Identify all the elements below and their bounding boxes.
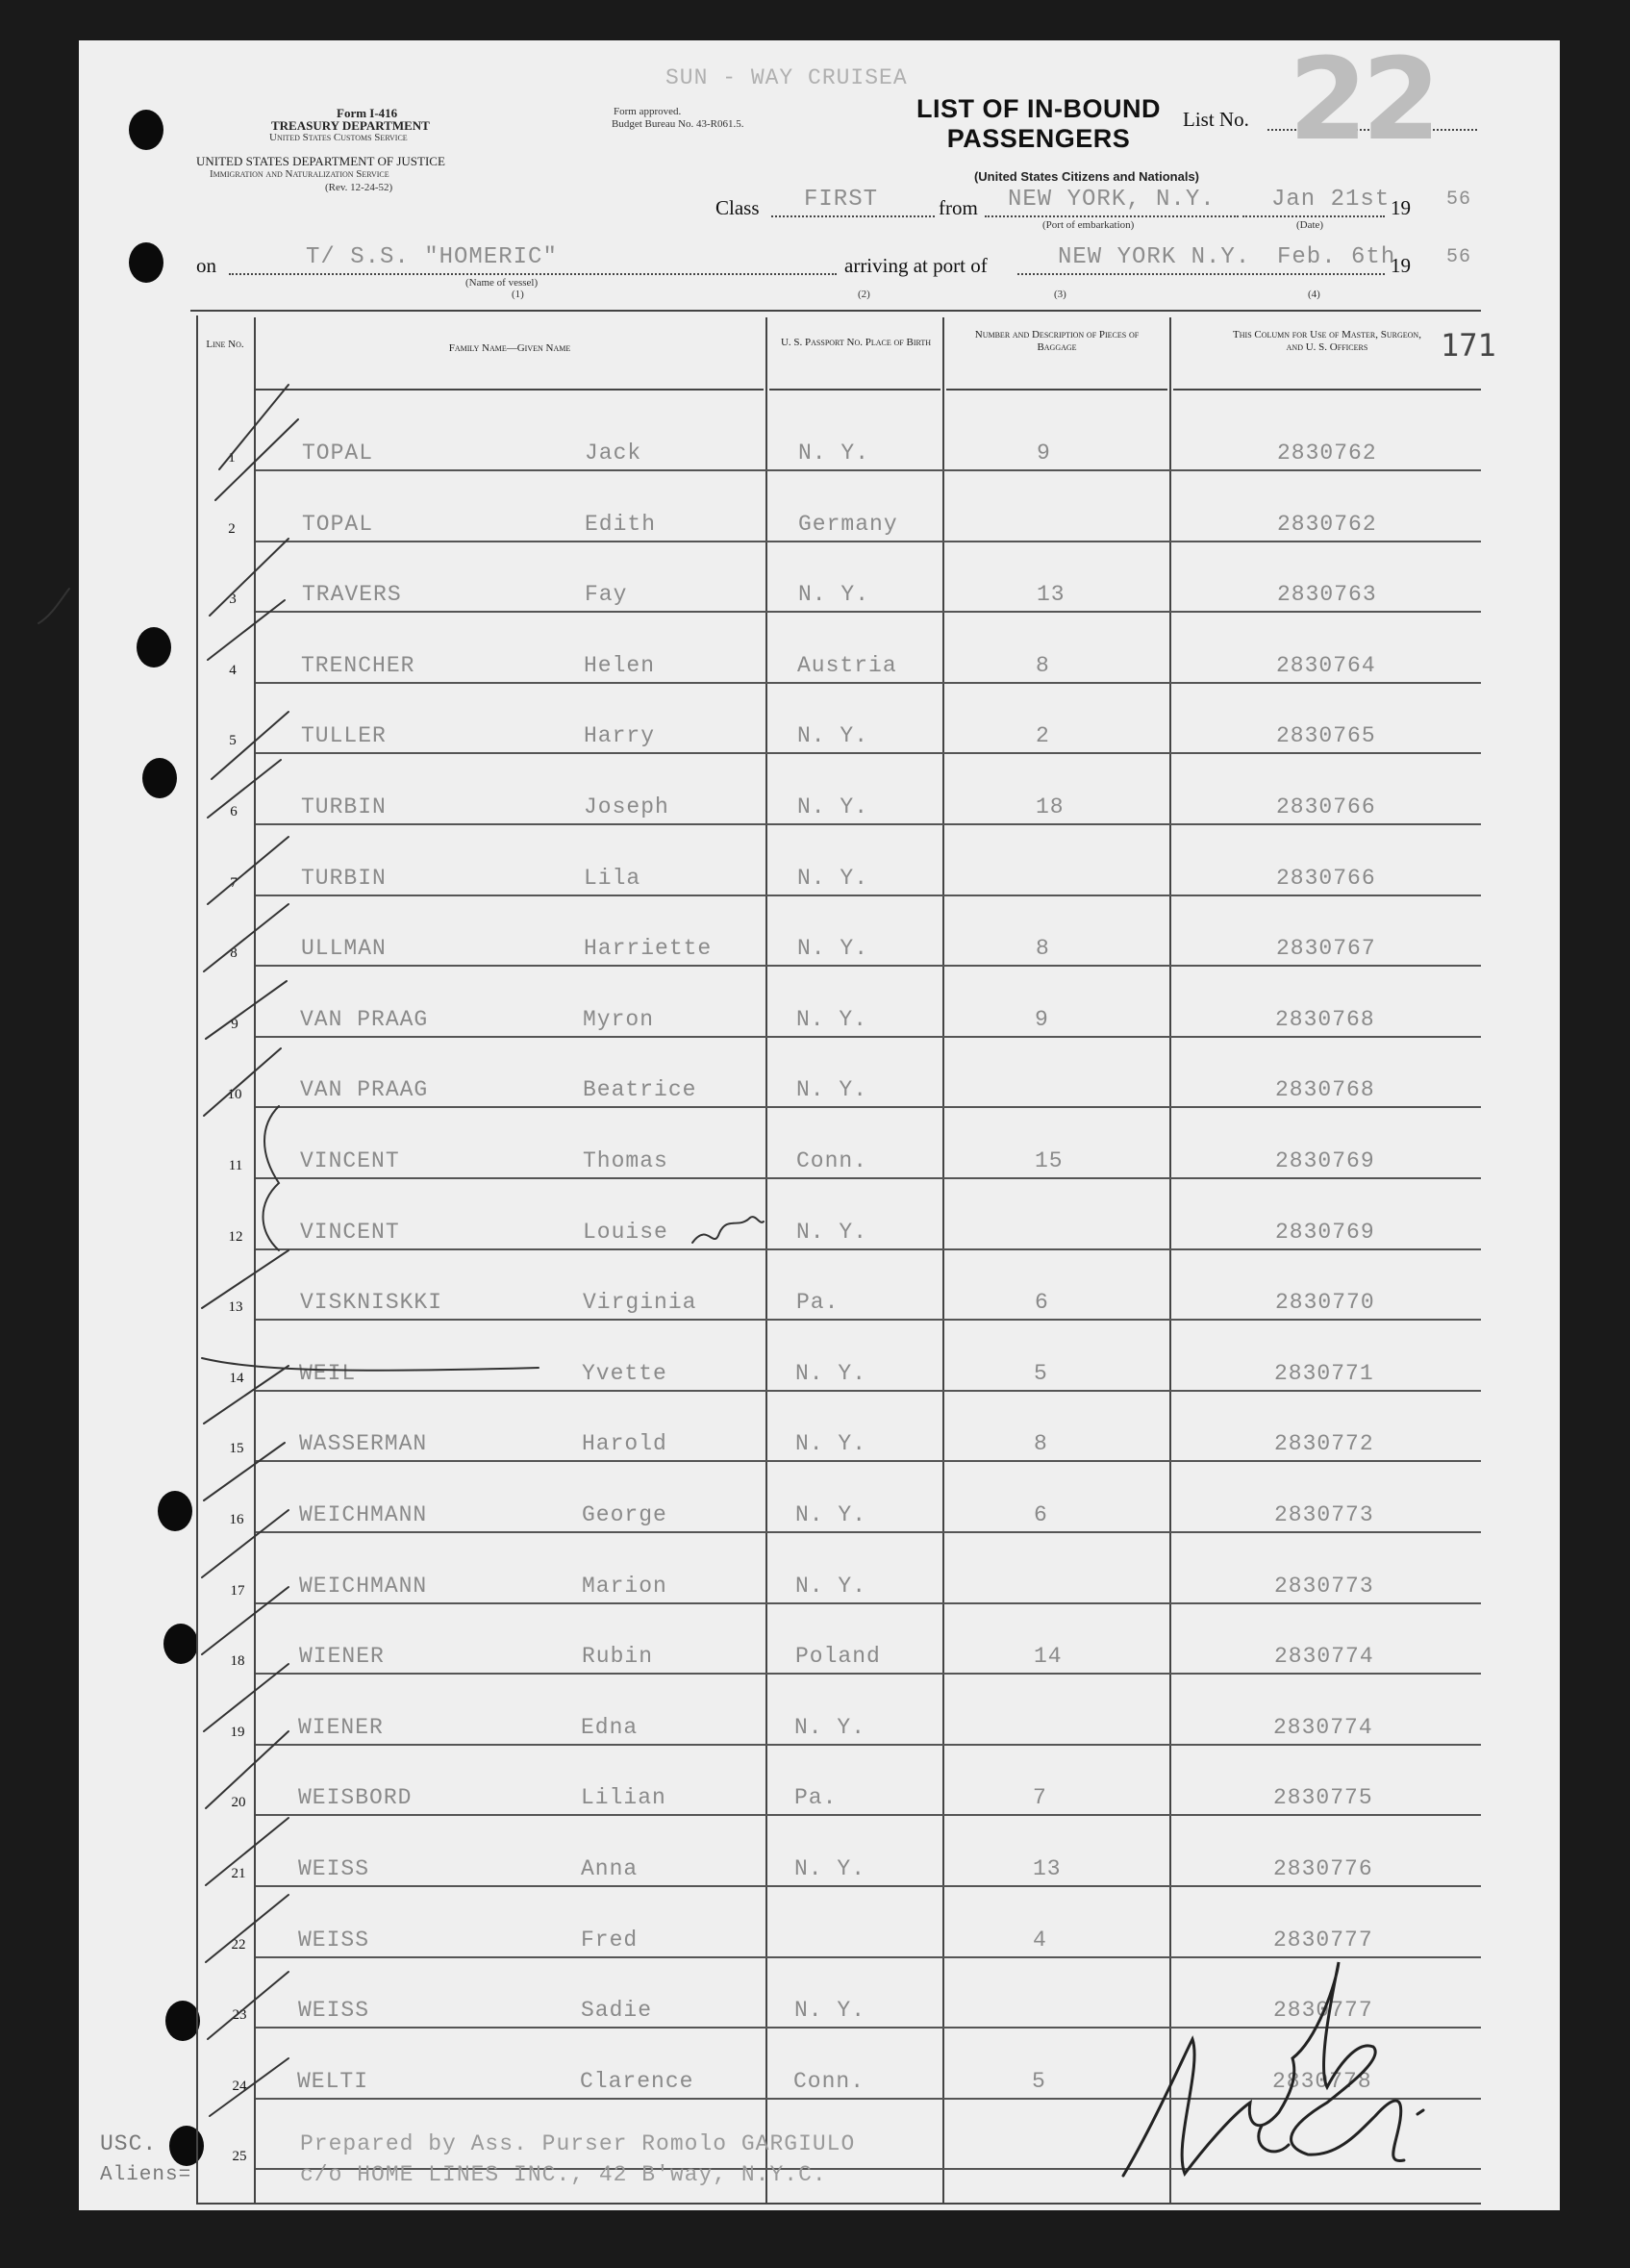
given-name: Sadie: [581, 1998, 653, 2023]
budget-bureau: Budget Bureau No. 43-R061.5.: [612, 118, 744, 130]
arrival-line: [1017, 273, 1385, 275]
line-number: 20: [231, 1795, 246, 1810]
birth-place: N. Y.: [795, 1431, 867, 1456]
given-name: Harriette: [584, 936, 713, 961]
table-top-rule: [190, 310, 1481, 312]
officer-number: 2830765: [1276, 723, 1376, 748]
birth-place: Conn.: [793, 2069, 865, 2094]
row-rule: [256, 1673, 1481, 1675]
birth-place: N. Y.: [797, 936, 869, 961]
given-name: Fred: [581, 1928, 639, 1953]
form-id: Form I-416: [337, 106, 398, 120]
line-number: 2: [228, 521, 236, 537]
birth-place: N. Y.: [795, 1361, 867, 1386]
given-name: Lila: [584, 866, 641, 891]
officer-number: 2830777: [1273, 1928, 1373, 1953]
family-name: WIENER: [299, 1644, 385, 1669]
line-number: 5: [229, 733, 237, 748]
family-name: TURBIN: [301, 866, 387, 891]
line-number: 12: [228, 1229, 243, 1245]
given-name: George: [582, 1502, 667, 1527]
row-rule: [256, 541, 1481, 542]
line-number: 13: [228, 1299, 243, 1315]
given-name: Clarence: [580, 2069, 694, 2094]
line-number: 24: [232, 2079, 247, 2094]
birth-place: N. Y.: [794, 1715, 866, 1740]
col-header-name: Family Name—Given Name: [448, 342, 571, 354]
line-number: 1: [228, 450, 236, 466]
officer-number: 2830764: [1276, 653, 1376, 678]
family-name: VINCENT: [300, 1148, 400, 1173]
family-name: WEISS: [298, 1928, 370, 1953]
family-name: WASSERMAN: [299, 1431, 428, 1456]
line-number: 18: [230, 1653, 245, 1669]
given-name: Joseph: [584, 794, 669, 819]
dept-treasury: TREASURY DEPARTMENT: [271, 118, 430, 133]
birth-place: N. Y.: [798, 441, 870, 466]
birth-place: N. Y.: [797, 866, 869, 891]
prepared-by: Prepared by Ass. Purser Romolo GARGIULO: [300, 2131, 856, 2156]
birth-place: N. Y.: [794, 1856, 866, 1881]
page-title: LIST OF IN-BOUND PASSENGERS: [916, 94, 1161, 153]
header-rule: [256, 389, 764, 391]
punch-hole: [165, 2001, 200, 2041]
caption-2: (2): [858, 289, 870, 300]
family-name: WELTI: [297, 2069, 369, 2094]
form-revision: (Rev. 12-24-52): [325, 182, 393, 193]
officer-number: 2830766: [1276, 866, 1376, 891]
family-name: VAN PRAAG: [300, 1007, 429, 1032]
baggage-count: 5: [1034, 1361, 1048, 1386]
baggage-count: 9: [1035, 1007, 1049, 1032]
birth-place: N. Y.: [795, 1502, 867, 1527]
family-name: TRENCHER: [301, 653, 415, 678]
col-header-baggage: Number and Description of Pieces of Baggage: [974, 329, 1140, 353]
officer-number: 2830772: [1274, 1431, 1374, 1456]
family-name: VINCENT: [300, 1220, 400, 1245]
family-name: TOPAL: [302, 512, 374, 537]
line-number: 17: [230, 1583, 245, 1599]
caption-4: (4): [1308, 289, 1320, 300]
on-label: on: [196, 254, 216, 277]
punch-hole: [169, 2126, 204, 2166]
row-rule: [256, 1036, 1481, 1038]
line-number: 10: [227, 1087, 242, 1102]
officer-number: 2830763: [1277, 582, 1377, 607]
baggage-count: 7: [1033, 1785, 1047, 1810]
family-name: TOPAL: [302, 441, 374, 466]
line-number: 3: [229, 592, 237, 607]
row-rule: [256, 1460, 1481, 1462]
date-caption: (Date): [1296, 219, 1324, 231]
year-value-2: 56: [1446, 246, 1472, 268]
line-number: 8: [230, 945, 238, 961]
row-rule: [256, 469, 1481, 471]
line-number: 16: [229, 1512, 244, 1527]
given-name: Marion: [582, 1574, 667, 1599]
punch-hole: [158, 1491, 192, 1531]
row-rule: [256, 1814, 1481, 1816]
vessel-value: T/ S.S. "HOMERIC": [306, 244, 558, 270]
birth-place: N. Y.: [797, 723, 869, 748]
family-name: WEISBORD: [298, 1785, 413, 1810]
list-no-label: List No.: [1183, 108, 1249, 131]
line-number: 22: [231, 1937, 246, 1953]
class-label: Class: [715, 196, 760, 219]
baggage-count: 15: [1035, 1148, 1064, 1173]
family-name: WIENER: [298, 1715, 384, 1740]
caption-1: (1): [512, 289, 524, 300]
birth-place: Pa.: [794, 1785, 838, 1810]
header-rule: [769, 389, 940, 391]
header-rule: [946, 389, 1167, 391]
officer-number: 2830774: [1274, 1644, 1374, 1669]
officer-number: 2830776: [1273, 1856, 1373, 1881]
row-rule: [256, 1531, 1481, 1533]
baggage-count: 2: [1036, 723, 1050, 748]
officer-number: 2830769: [1275, 1220, 1375, 1245]
birth-place: Austria: [797, 653, 897, 678]
birth-place: Pa.: [796, 1290, 840, 1315]
row-rule: [256, 1248, 1481, 1250]
given-name: Helen: [584, 653, 656, 678]
line-number: 19: [230, 1725, 245, 1740]
family-name: WEICHMANN: [299, 1574, 428, 1599]
baggage-count: 13: [1037, 582, 1066, 607]
officer-number: 2830769: [1275, 1148, 1375, 1173]
caption-3: (3): [1054, 289, 1066, 300]
col-header-passport: U. S. Passport No. Place of Birth: [780, 337, 932, 348]
family-name: WEISS: [298, 1998, 370, 2023]
officer-number: 2830762: [1277, 512, 1377, 537]
given-name: Harry: [584, 723, 656, 748]
line-number: 25: [232, 2149, 247, 2164]
birth-place: Poland: [795, 1644, 881, 1669]
given-name: Thomas: [583, 1148, 668, 1173]
customs-service: United States Customs Service: [269, 132, 408, 143]
punch-hole: [137, 627, 171, 668]
line-number: 4: [229, 663, 237, 678]
line-number: 21: [231, 1866, 246, 1881]
birth-place: N. Y.: [797, 794, 869, 819]
baggage-count: 8: [1036, 936, 1050, 961]
family-name: TRAVERS: [302, 582, 402, 607]
family-name: WEISS: [298, 1856, 370, 1881]
family-name: VISKNISKKI: [300, 1290, 443, 1315]
row-rule: [256, 1885, 1481, 1887]
class-line: [771, 215, 935, 217]
officer-number: 2830774: [1273, 1715, 1373, 1740]
birth-place: Conn.: [796, 1148, 868, 1173]
baggage-count: 9: [1037, 441, 1051, 466]
form-approved: Form approved.: [614, 106, 682, 117]
baggage-count: 5: [1032, 2069, 1046, 2094]
given-name: Virginia: [583, 1290, 697, 1315]
arrival-date-value: Feb. 6th: [1277, 244, 1396, 270]
officer-number: 2830766: [1276, 794, 1376, 819]
officer-number: 2830773: [1274, 1502, 1374, 1527]
family-name: WEIL: [299, 1361, 357, 1386]
row-rule: [256, 1390, 1481, 1392]
given-name: Beatrice: [583, 1077, 697, 1102]
birth-place: N. Y.: [796, 1220, 868, 1245]
row-rule: [256, 2098, 1481, 2100]
company-address: c/o HOME LINES INC., 42 B'way, N.Y.C.: [300, 2162, 827, 2187]
vessel-caption: (Name of vessel): [465, 277, 539, 289]
given-name: Anna: [581, 1856, 639, 1881]
family-name: WEICHMANN: [299, 1502, 428, 1527]
col-divider-baggage: [1169, 317, 1171, 2205]
family-name: VAN PRAAG: [300, 1077, 429, 1102]
birth-place: Germany: [798, 512, 898, 537]
baggage-count: 4: [1033, 1928, 1047, 1953]
birth-place: N. Y.: [798, 582, 870, 607]
col-header-line-no: Line No.: [206, 339, 244, 350]
row-rule: [256, 823, 1481, 825]
year-value-1: 56: [1446, 189, 1472, 211]
from-date-value: Jan 21st: [1271, 187, 1391, 213]
officer-number: 2830770: [1275, 1290, 1375, 1315]
page-number: 171: [1441, 327, 1496, 364]
dept-justice: UNITED STATES DEPARTMENT OF JUSTICE: [196, 154, 445, 168]
arriving-label: arriving at port of: [844, 254, 988, 277]
birth-place: N. Y.: [795, 1574, 867, 1599]
year-prefix-2: 19: [1391, 254, 1411, 277]
row-rule: [256, 1319, 1481, 1321]
row-rule: [256, 895, 1481, 896]
given-name: Yvette: [582, 1361, 667, 1386]
line-number: 15: [229, 1441, 244, 1456]
punch-hole: [129, 242, 163, 283]
top-stamp: SUN - WAY CRUISEA: [665, 65, 908, 90]
table-left-rule: [196, 315, 198, 2205]
family-name: ULLMAN: [301, 936, 387, 961]
officer-number: 2830773: [1274, 1574, 1374, 1599]
from-line: [985, 215, 1239, 217]
given-name: Edith: [585, 512, 657, 537]
birth-place: N. Y.: [796, 1077, 868, 1102]
row-rule: [256, 965, 1481, 967]
col-divider-name: [765, 317, 767, 2205]
officer-number: 2830777: [1273, 1998, 1373, 2023]
family-name: TURBIN: [301, 794, 387, 819]
punch-hole: [163, 1624, 198, 1664]
col-divider-passport: [942, 317, 944, 2205]
given-name: Myron: [583, 1007, 655, 1032]
baggage-count: 8: [1034, 1431, 1048, 1456]
given-name: Edna: [581, 1715, 639, 1740]
baggage-count: 18: [1036, 794, 1065, 819]
line-number: 11: [228, 1158, 243, 1173]
line-number: 14: [229, 1371, 244, 1386]
given-name: Rubin: [582, 1644, 654, 1669]
baggage-count: 6: [1034, 1502, 1048, 1527]
officer-number: 2830778: [1272, 2069, 1372, 2094]
row-rule: [256, 1602, 1481, 1604]
page-subtitle: (United States Citizens and Nationals): [973, 169, 1200, 184]
officer-number: 2830775: [1273, 1785, 1373, 1810]
row-rule: [256, 1106, 1481, 1108]
officer-number: 2830762: [1277, 441, 1377, 466]
line-number: 7: [230, 875, 238, 891]
row-rule: [256, 1744, 1481, 1746]
officer-number: 2830768: [1275, 1007, 1375, 1032]
year-prefix-1: 19: [1391, 196, 1411, 219]
officer-number: 2830768: [1275, 1077, 1375, 1102]
officer-number: 2830771: [1274, 1361, 1374, 1386]
row-rule: [256, 2027, 1481, 2029]
from-date-line: [1242, 215, 1385, 217]
col-divider-line: [254, 317, 256, 2205]
punch-hole: [129, 110, 163, 150]
class-value: FIRST: [804, 187, 879, 213]
baggage-count: 13: [1033, 1856, 1062, 1881]
family-name: TULLER: [301, 723, 387, 748]
header-rule: [1173, 389, 1481, 391]
arrival-port-value: NEW YORK N.Y.: [1058, 244, 1251, 270]
col-header-officers: This Column for Use of Master, Surgeon, and U. S. Officers: [1233, 329, 1421, 353]
baggage-count: 6: [1035, 1290, 1049, 1315]
given-name: Lilian: [581, 1785, 666, 1810]
birth-place: N. Y.: [794, 1998, 866, 2023]
line-number: 9: [231, 1017, 238, 1032]
line-number: 23: [232, 2007, 247, 2023]
margin-stamp-aliens: Aliens=: [100, 2164, 192, 2186]
baggage-count: 8: [1036, 653, 1050, 678]
margin-stamp-usc: USC.: [100, 2131, 158, 2156]
row-rule: [256, 1177, 1481, 1179]
row-rule: [256, 682, 1481, 684]
ins-service: Immigration and Naturalization Service: [210, 168, 389, 180]
given-name: Jack: [585, 441, 642, 466]
from-port-value: NEW YORK, N.Y.: [1008, 187, 1216, 213]
row-rule: [256, 1956, 1481, 1958]
baggage-count: 14: [1034, 1644, 1063, 1669]
from-label: from: [939, 196, 978, 219]
given-name: Harold: [582, 1431, 667, 1456]
given-name: Fay: [585, 582, 628, 607]
given-name: Louise: [583, 1220, 668, 1245]
port-embark-caption: (Port of embarkation): [1042, 219, 1135, 231]
table-bottom-rule: [196, 2203, 1481, 2205]
officer-number: 2830767: [1276, 936, 1376, 961]
line-number: 6: [230, 804, 238, 819]
row-rule: [256, 611, 1481, 613]
birth-place: N. Y.: [796, 1007, 868, 1032]
list-number: 22: [1289, 33, 1436, 165]
vessel-line: [229, 273, 837, 275]
punch-hole: [142, 758, 177, 798]
row-rule: [256, 752, 1481, 754]
